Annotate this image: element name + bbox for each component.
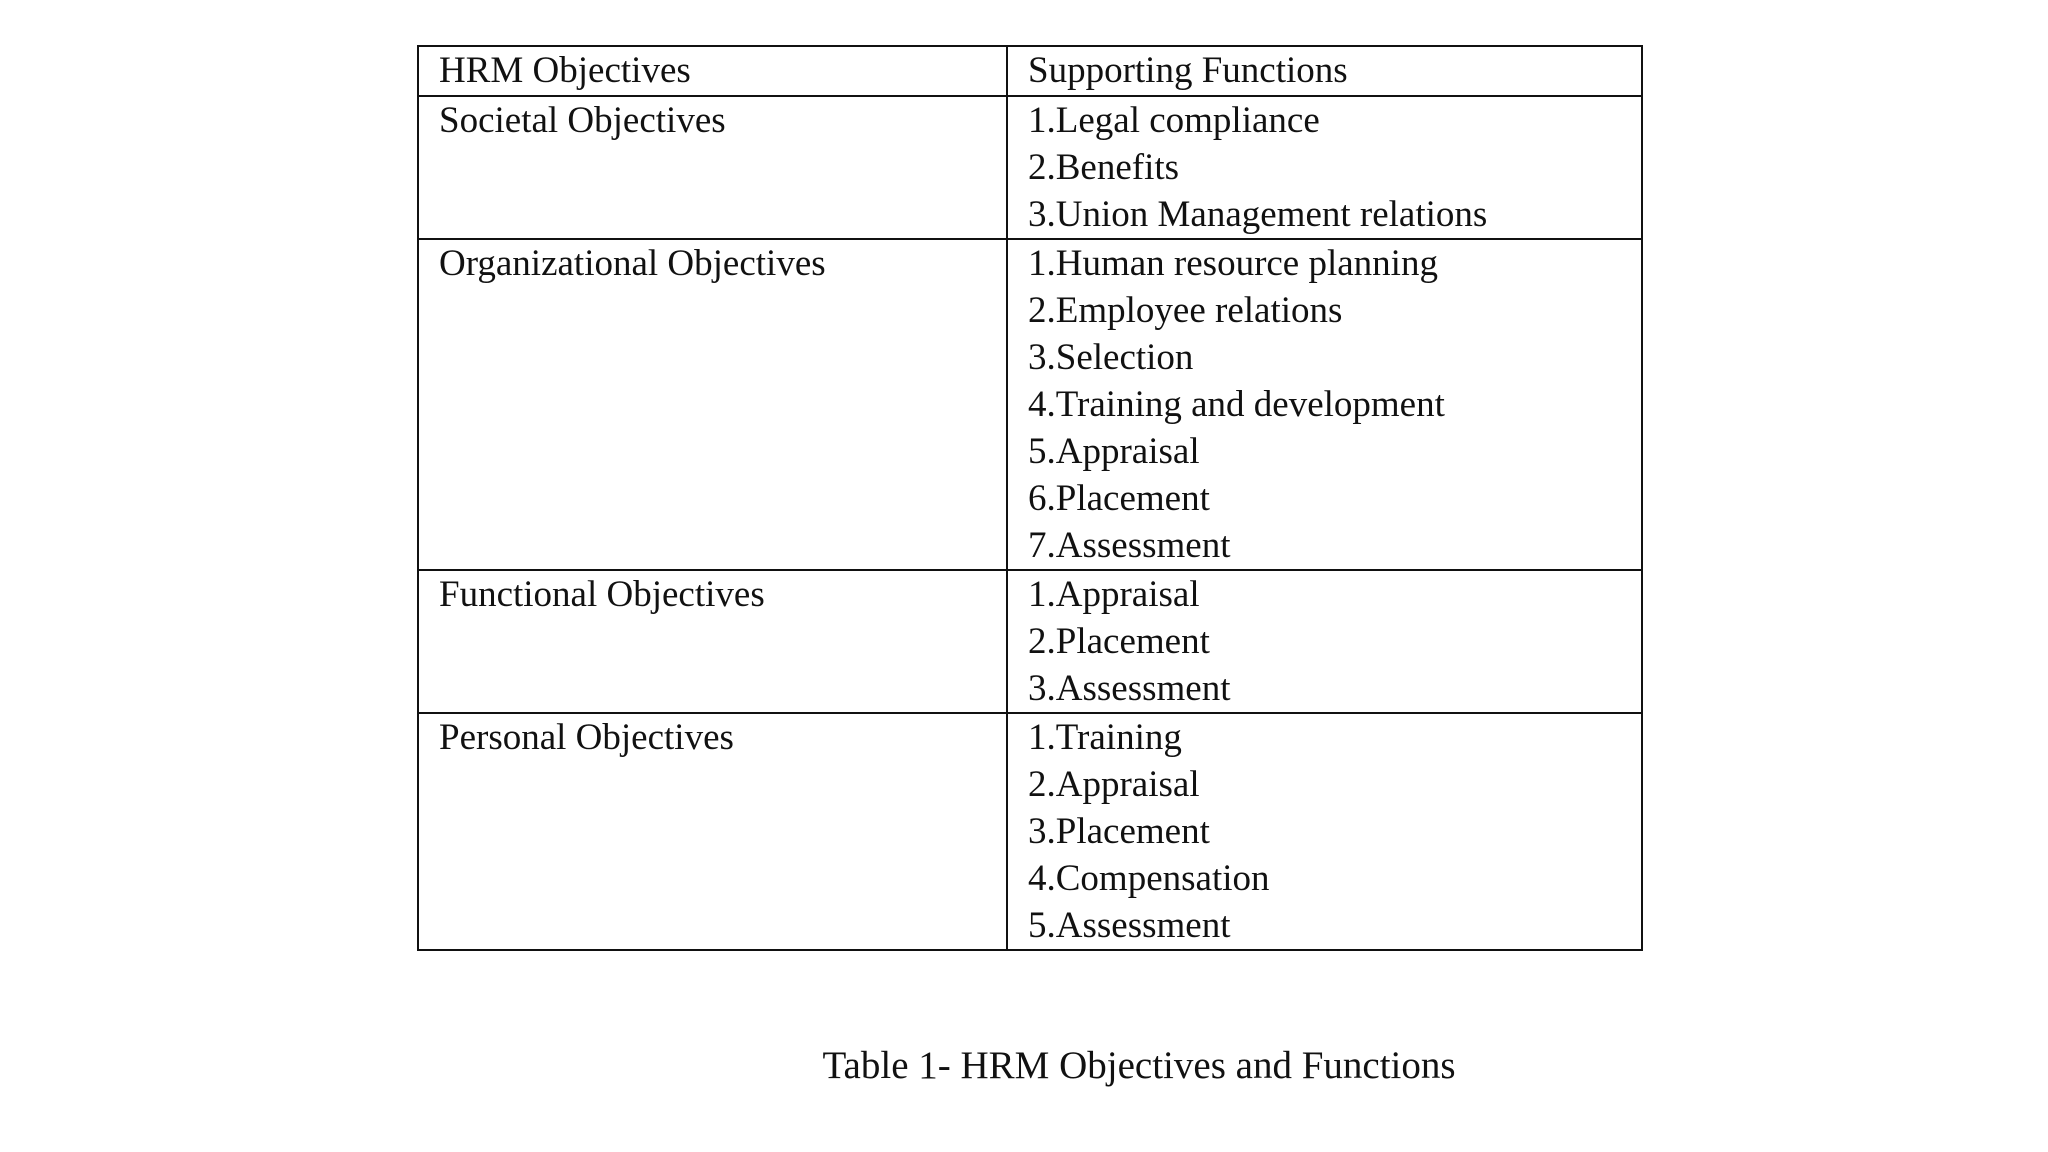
function-item: 1.Legal compliance: [1028, 100, 1320, 141]
function-item: 1.Training: [1028, 717, 1182, 758]
function-item: 1.Appraisal: [1028, 574, 1200, 615]
objective-cell: Societal Objectives: [418, 96, 1007, 239]
function-item: 3.Selection: [1028, 337, 1194, 378]
functions-cell: [1007, 239, 1642, 570]
function-item: 3.Union Management relations: [1028, 194, 1488, 235]
functions-list: [1028, 240, 1641, 569]
function-item: 2.Benefits: [1028, 147, 1180, 188]
header-supporting-functions: Supporting Functions: [1007, 46, 1642, 96]
table-row: [418, 713, 1642, 950]
table-caption: Table 1- HRM Objectives and Functions: [822, 1044, 1456, 1087]
function-item: 2.Appraisal: [1028, 764, 1200, 805]
table-header-row: [418, 46, 1642, 96]
table-row: [418, 96, 1642, 239]
function-item: 3.Assessment: [1028, 668, 1231, 709]
functions-cell: [1007, 570, 1642, 713]
objective-cell: Functional Objectives: [418, 570, 1007, 713]
objective-cell: Personal Objectives: [418, 713, 1007, 950]
function-item: 4.Compensation: [1028, 858, 1270, 899]
functions-cell: [1007, 713, 1642, 950]
function-item: 2.Employee relations: [1028, 290, 1343, 331]
function-item: 4.Training and development: [1028, 384, 1445, 425]
functions-list: [1028, 571, 1641, 712]
function-item: 1.Human resource planning: [1028, 243, 1438, 284]
function-item: 6.Placement: [1028, 478, 1210, 519]
function-item: 5.Appraisal: [1028, 431, 1200, 472]
table-row: [418, 239, 1642, 570]
header-hrm-objectives: HRM Objectives: [418, 46, 1007, 96]
function-item: 7.Assessment: [1028, 525, 1231, 566]
hrm-objectives-table: [417, 45, 1643, 951]
function-item: 2.Placement: [1028, 621, 1210, 662]
function-item: 3.Placement: [1028, 811, 1210, 852]
function-item: 5.Assessment: [1028, 905, 1231, 946]
table-row: [418, 570, 1642, 713]
functions-list: [1028, 97, 1641, 238]
objective-cell: Organizational Objectives: [418, 239, 1007, 570]
table-body: [418, 96, 1642, 950]
functions-cell: [1007, 96, 1642, 239]
functions-list: [1028, 714, 1641, 949]
